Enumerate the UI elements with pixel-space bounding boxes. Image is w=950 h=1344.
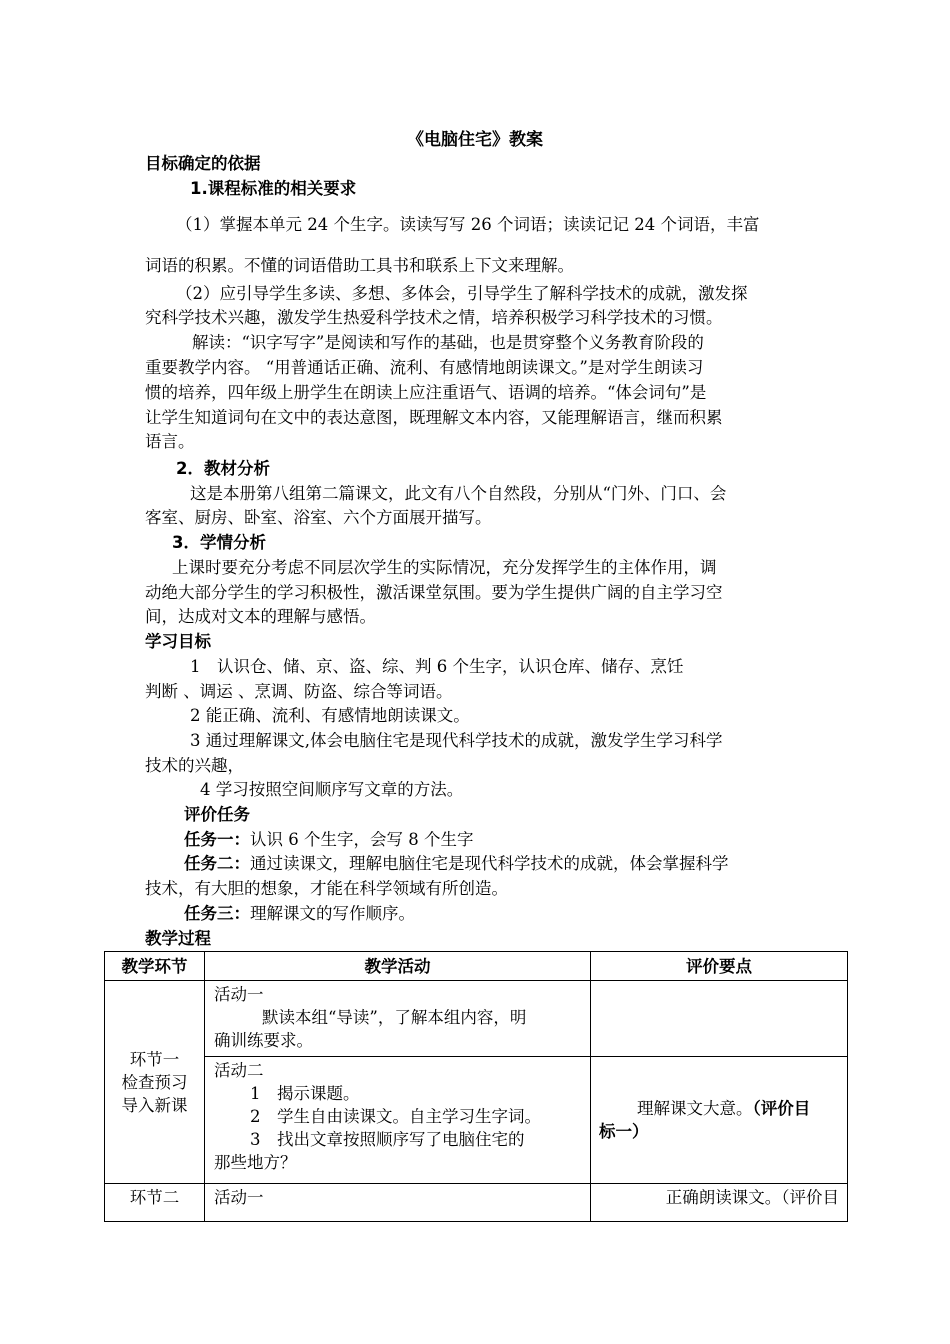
activity-2-line-4: 那些地方？: [214, 1153, 297, 1172]
stage-1-line-3: 导入新课: [121, 1095, 188, 1115]
basis-heading: 目标确定的依据: [145, 154, 261, 173]
table-row: [105, 1184, 848, 1222]
task-2-label: 任务二：: [184, 854, 250, 873]
process-heading: 教学过程: [145, 929, 211, 948]
s1-paragraph-3-line-1: 解读：“识字写字”是阅读和写作的基础，也是贯穿整个义务教育阶段的: [192, 333, 704, 352]
eval-1-target: （评价目: [752, 1099, 811, 1118]
task-1-label: 任务一：: [184, 830, 250, 849]
activity-3-cell: 活动一: [205, 1184, 591, 1222]
goal-4: 4 学习按照空间顺序写文章的方法。: [200, 780, 464, 799]
eval-1-line-1: [599, 1097, 839, 1120]
section-2-heading: 2．教材分析: [176, 459, 270, 478]
s1-paragraph-3-line-4: 让学生知道词句在文中的表达意图，既理解文本内容，又能理解语言，继而积累: [145, 408, 723, 427]
s1-paragraph-3-line-2: 重要教学内容。 “用普通话正确、流利、有感情地朗读课文。”是对学生朗读习: [145, 358, 704, 377]
table-header-row: [105, 952, 848, 981]
task-1-text: 认识 6 个生字，会写 8 个生字: [250, 830, 474, 849]
task-1: [184, 828, 473, 851]
task-3-text: 理解课文的写作顺序。: [250, 904, 415, 923]
eval-1-line-2: 标一）: [599, 1122, 649, 1141]
activity-2-cell: [205, 1057, 591, 1184]
goals-heading: 学习目标: [145, 632, 211, 651]
task-2-line-2: 技术，有大胆的想象，才能在科学领域有所创造。: [145, 879, 508, 898]
activity-1-cell: [205, 981, 591, 1057]
activity-2-line-2: 2 学生自由读课文。自主学习生字词。: [250, 1107, 541, 1126]
table-row: [105, 981, 848, 1057]
eval-1-cell: [591, 1057, 848, 1184]
activity-1-title: 活动一: [214, 985, 264, 1004]
stage-1-line-2: 检查预习: [121, 1072, 188, 1092]
stage-1-cell: [105, 981, 205, 1184]
s1-paragraph-2-line-2: 究科学技术兴趣，激发学生热爱科学技术之情，培养积极学习科学技术的习惯。: [145, 308, 723, 327]
s3-line-1: 上课时要充分考虑不同层次学生的实际情况，充分发挥学生的主体作用，调: [172, 558, 717, 577]
stage-1-line-1: 环节一: [129, 1049, 180, 1069]
eval-1-text: 理解课文大意。: [637, 1099, 753, 1118]
s2-line-1: 这是本册第八组第二篇课文，此文有八个自然段，分别从“门外、门口、会: [190, 484, 727, 503]
process-table: [104, 951, 848, 1222]
goal-3-line-1: 3 通过理解课文,体会电脑住宅是现代科学技术的成就，激发学生学习科学: [190, 731, 723, 750]
activity-2-line-1: 1 揭示课题。: [250, 1084, 360, 1103]
task-3: [184, 902, 415, 925]
activity-2-line-3: 3 找出文章按照顺序写了电脑住宅的: [250, 1130, 525, 1149]
s1-paragraph-3-line-5: 语言。: [145, 432, 195, 451]
goal-1-line-2: 判断 、调运 、烹调、防盗、综合等词语。: [145, 682, 453, 701]
s1-paragraph-1-line-2: 词语的积累。不懂的词语借助工具书和联系上下文来理解。: [145, 256, 574, 275]
activity-1-line-1: 默读本组“导读”，了解本组内容，明: [262, 1008, 527, 1027]
stage-2-cell: 环节二: [105, 1184, 205, 1222]
s1-paragraph-3-line-3: 惯的培养，四年级上册学生在朗读上应注重语气、语调的培养。“体会词句”是: [145, 383, 707, 402]
eval-empty-cell: [591, 981, 848, 1057]
s1-paragraph-1-line-1: （1）掌握本单元 24 个生字。读读写写 26 个词语；读读记记 24 个词语，丰富: [176, 215, 760, 234]
goal-1-line-1: 1 认识仓、储、京、盗、综、判 6 个生字，认识仓库、储存、烹饪: [190, 657, 684, 676]
s3-line-3: 间，达成对文本的理解与感悟。: [145, 607, 376, 626]
task-2: [184, 852, 729, 875]
task-3-label: 任务三：: [184, 904, 250, 923]
s3-line-2: 动绝大部分学生的学习积极性，激活课堂氛围。要为学生提供广阔的自主学习空: [145, 583, 723, 602]
s1-paragraph-2-line-1: （2）应引导学生多读、多想、多体会，引导学生了解科学技术的成就，激发探: [176, 284, 748, 303]
eval-2-cell: 正确朗读课文。（评价目: [591, 1184, 848, 1222]
header-stage: 教学环节: [105, 952, 205, 981]
activity-1-line-2: 确训练要求。: [214, 1031, 313, 1050]
header-evaluation: 评价要点: [591, 952, 848, 981]
activity-2-title: 活动二: [214, 1061, 264, 1080]
s2-line-2: 客室、厨房、卧室、浴室、六个方面展开描写。: [145, 508, 492, 527]
header-activity: 教学活动: [205, 952, 591, 981]
goal-2: 2 能正确、流利、有感情地朗读课文。: [190, 706, 470, 725]
goal-3-line-2: 技术的兴趣，: [145, 756, 244, 775]
eval-heading: 评价任务: [184, 805, 250, 824]
document-title: 《电脑住宅》教案: [407, 130, 543, 150]
section-1-heading: 1.课程标准的相关要求: [190, 179, 357, 198]
section-3-heading: 3．学情分析: [172, 533, 266, 552]
task-2-text: 通过读课文，理解电脑住宅是现代科学技术的成就，体会掌握科学: [250, 854, 729, 873]
table-row: [105, 1057, 848, 1184]
